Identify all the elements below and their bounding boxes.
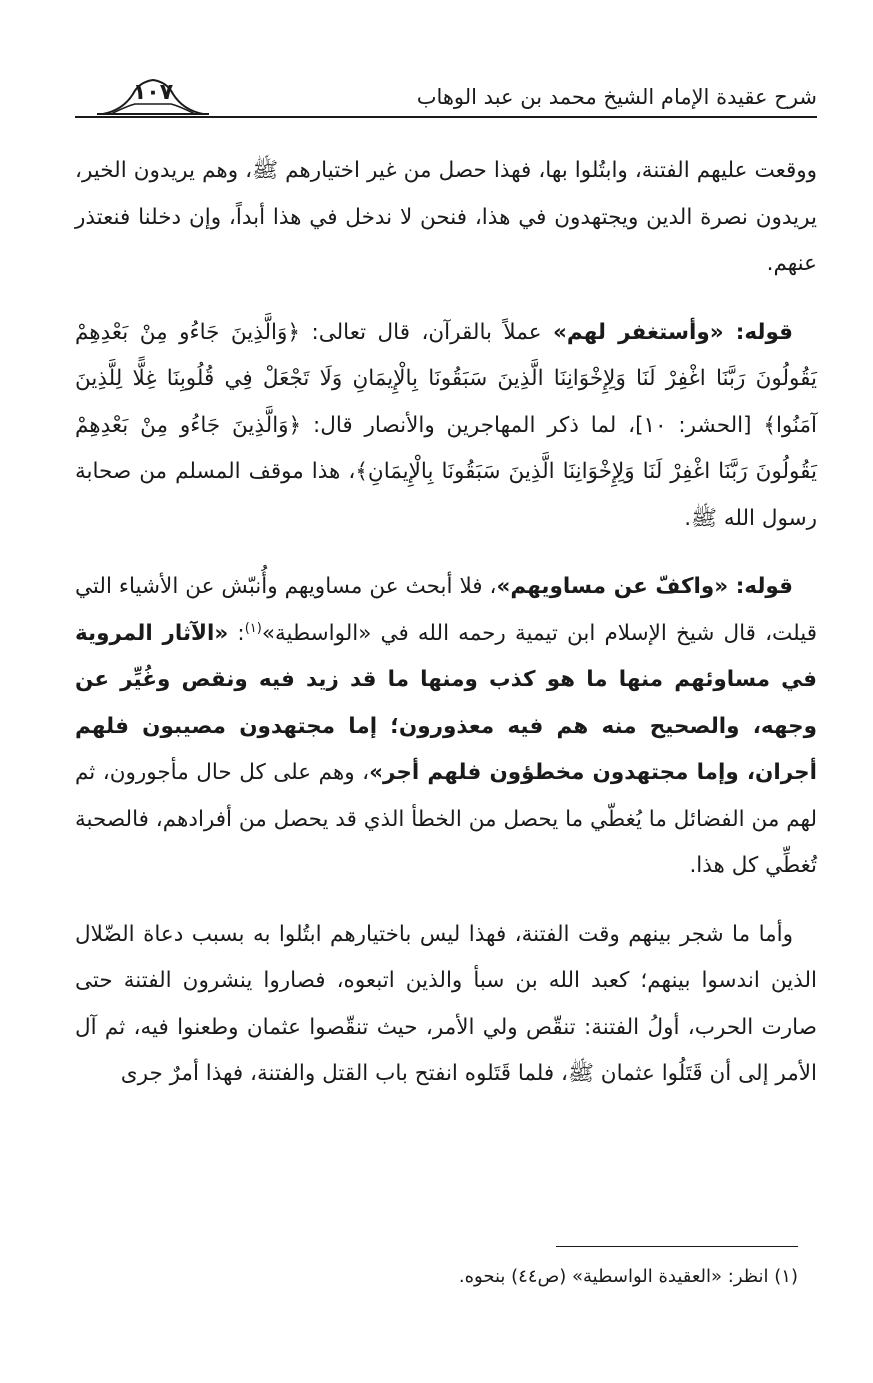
quran-verse: ﴿وَالَّذِينَ جَاءُو مِنْ بَعْدِهِمْ يَقُولُونَ رَبَّنَا اغْفِرْ لَنَا وَلِإِخْوَانِنَا الَّذِينَ سَبَقُونَا بِالْإِيمَانِ وَلَا تَجْعَلْ فِي قُلُوبِنَا غِلًّا لِلَّذِينَ آمَنُوا﴾ bbox=[75, 319, 817, 438]
paragraph-1: ووقعت عليهم الفتنة، وابتُلوا بها، فهذا حصل من غير اختيارهم ﷺ، وهم يريدون الخير، يريدون نصرة الدين ويجتهدون في هذا، فنحن لا ندخل في هذا أبداً، وإن دخلنا فنعتذر عنهم. bbox=[75, 158, 817, 276]
quotation: «الآثار المروية في مساوئهم منها ما هو كذب ومنها ما قد زيد فيه ونقص وغُيِّر عن وجهه، والصحيح منه هم فيه معذورون؛ إما مجتهدون مصيبون فلهم أجران، وإما مجتهدون مخطؤون فلهم أجر» bbox=[75, 620, 817, 785]
main-text bbox=[75, 148, 817, 1120]
running-header bbox=[75, 70, 817, 120]
text-run: عملاً بالقرآن، قال تعالى: bbox=[300, 319, 553, 345]
page-number: ١٠٧ bbox=[132, 80, 174, 105]
text-run: ، وهم على كل حال مأجورون، ثم لهم من الفضائل ما يُغطّي ما يحصل من الخطأ الذي قد يحصل من أفرادهم، فالصحبة تُغطِّي كل هذا. bbox=[75, 760, 817, 878]
footnote-reference: (١) bbox=[244, 620, 262, 636]
commentary-lead: قوله: «واكفّ عن مساويهم» bbox=[496, 574, 793, 599]
header-rule bbox=[75, 116, 817, 118]
text-run: [الحشر: ١٠]، لما ذكر المهاجرين والأنصار قال: bbox=[301, 412, 764, 438]
commentary-lead: قوله: «وأستغفر لهم» bbox=[552, 319, 794, 345]
footnote: (١) انظر: «العقيدة الواسطية» (ص٤٤) بنحوه. bbox=[458, 1266, 798, 1287]
paragraph-2 bbox=[75, 310, 817, 543]
quran-verse: ﴿وَالَّذِينَ جَاءُو مِنْ بَعْدِهِمْ يَقُولُونَ رَبَّنَا اغْفِرْ لَنَا وَلِإِخْوَانِنَا الَّذِينَ سَبَقُونَا بِالْإِيمَانِ﴾ bbox=[75, 412, 817, 484]
text-run: ، هذا موقف المسلم من صحابة رسول الله ﷺ. bbox=[75, 459, 817, 531]
running-title: شرح عقيدة الإمام الشيخ محمد بن عبد الوهاب bbox=[416, 85, 817, 109]
paragraph-3 bbox=[75, 564, 817, 890]
text-run: ، فلا أبحث عن مساويهم وأُنبّش عن الأشياء التي قيلت، قال شيخ الإسلام ابن تيمية رحمه الله في «الواسطية» bbox=[75, 574, 818, 646]
text-run: : bbox=[228, 620, 245, 646]
paragraph-4: وأما ما شجر بينهم وقت الفتنة، فهذا ليس باختيارهم ابتُلوا به بسبب دعاة الضّلال الذين اندسوا بينهم؛ كعبد الله بن سبأ والذين اتبعوه، فصاروا ينشرون الفتنة حتى صارت الحرب، أولُ الفتنة: تنقّص ولي الأمر، حيث تنقّصوا عثمان وطعنوا فيه، ثم آل الأمر إلى أن قَتَلُوا عثمان ﷺ، فلما قَتَلوه انفتح باب القتل والفتنة، فهذا أمرٌ جرى bbox=[75, 921, 817, 1086]
footnote-rule bbox=[556, 1246, 798, 1247]
